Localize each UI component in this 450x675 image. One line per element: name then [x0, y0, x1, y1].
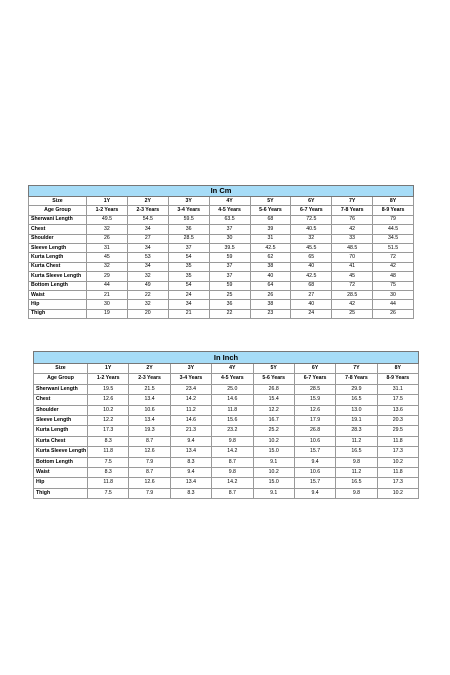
- measurement-row: [29, 262, 414, 271]
- measurement-value: 9.1: [253, 488, 294, 498]
- age-group-cell: 5-6 Years: [253, 374, 294, 384]
- measurement-value: 10.2: [88, 405, 129, 415]
- measurement-value: 34: [127, 225, 168, 234]
- age-group-label: Age Group: [29, 206, 87, 215]
- size-header-cell: 6Y: [291, 197, 332, 206]
- size-header-row: [29, 197, 414, 206]
- measurement-label: Sherwani Length: [34, 384, 88, 394]
- measurement-value: 14.2: [212, 447, 253, 457]
- measurement-value: 28.5: [294, 384, 335, 394]
- measurement-value: 13.4: [170, 447, 211, 457]
- measurement-value: 9.8: [336, 457, 377, 467]
- age-group-cell: 8-9 Years: [377, 374, 418, 384]
- age-group-row: [29, 206, 414, 215]
- measurement-value: 13.4: [129, 395, 170, 405]
- measurement-row: [29, 309, 414, 318]
- size-header-cell: 2Y: [129, 364, 170, 374]
- measurement-value: 65: [291, 253, 332, 262]
- measurement-row: [34, 478, 419, 488]
- measurement-value: 23.4: [170, 384, 211, 394]
- measurement-row: [34, 395, 419, 405]
- age-group-cell: 7-8 Years: [336, 374, 377, 384]
- measurement-value: 29.5: [377, 426, 418, 436]
- age-group-cell: 2-3 Years: [129, 374, 170, 384]
- measurement-value: 28.3: [336, 426, 377, 436]
- measurement-value: 34: [127, 262, 168, 271]
- measurement-value: 24: [168, 290, 209, 299]
- measurement-value: 9.8: [212, 436, 253, 446]
- measurement-row: [34, 447, 419, 457]
- measurement-value: 9.4: [170, 467, 211, 477]
- age-group-cell: 4-5 Years: [212, 374, 253, 384]
- measurement-row: [29, 290, 414, 299]
- size-header-label: Size: [34, 364, 88, 374]
- measurement-value: 21.3: [170, 426, 211, 436]
- measurement-value: 29.9: [336, 384, 377, 394]
- measurement-value: 62: [250, 253, 291, 262]
- measurement-value: 8.3: [88, 436, 129, 446]
- measurement-value: 8.3: [170, 457, 211, 467]
- measurement-value: 40: [250, 272, 291, 281]
- measurement-value: 30: [373, 290, 414, 299]
- measurement-value: 63.5: [209, 215, 250, 224]
- measurement-value: 17.3: [377, 447, 418, 457]
- measurement-value: 48: [373, 272, 414, 281]
- measurement-value: 64: [250, 281, 291, 290]
- measurement-value: 7.9: [129, 488, 170, 498]
- size-header-cell: 4Y: [212, 364, 253, 374]
- measurement-value: 39: [250, 225, 291, 234]
- measurement-value: 79: [373, 215, 414, 224]
- measurement-value: 51.5: [373, 243, 414, 252]
- measurement-value: 16.5: [336, 395, 377, 405]
- measurement-row: [29, 281, 414, 290]
- measurement-value: 28.5: [168, 234, 209, 243]
- size-header-cell: 4Y: [209, 197, 250, 206]
- measurement-value: 13.4: [170, 478, 211, 488]
- table-title: In Inch: [34, 352, 419, 364]
- size-header-cell: 3Y: [168, 197, 209, 206]
- size-header-cell: 5Y: [250, 197, 291, 206]
- age-group-label: Age Group: [34, 374, 88, 384]
- measurement-value: 8.3: [170, 488, 211, 498]
- size-chart-cm-table: [28, 185, 414, 319]
- measurement-value: 12.6: [294, 405, 335, 415]
- measurement-value: 42.5: [291, 272, 332, 281]
- measurement-value: 13.6: [377, 405, 418, 415]
- measurement-value: 7.9: [129, 457, 170, 467]
- measurement-value: 38: [250, 262, 291, 271]
- size-header-cell: 8Y: [377, 364, 418, 374]
- measurement-value: 8.3: [88, 467, 129, 477]
- measurement-value: 10.2: [377, 488, 418, 498]
- measurement-value: 9.8: [336, 488, 377, 498]
- table-title: In Cm: [29, 186, 414, 197]
- measurement-row: [34, 436, 419, 446]
- measurement-value: 24: [291, 309, 332, 318]
- age-group-cell: 6-7 Years: [294, 374, 335, 384]
- measurement-value: 25: [332, 309, 373, 318]
- measurement-row: [34, 405, 419, 415]
- size-header-cell: 7Y: [336, 364, 377, 374]
- measurement-value: 53: [127, 253, 168, 262]
- measurement-value: 40.5: [291, 225, 332, 234]
- measurement-value: 16.5: [336, 478, 377, 488]
- measurement-value: 7.5: [88, 488, 129, 498]
- age-group-cell: 6-7 Years: [291, 206, 332, 215]
- measurement-value: 19.3: [129, 426, 170, 436]
- measurement-value: 27: [291, 290, 332, 299]
- measurement-value: 17.9: [294, 415, 335, 425]
- measurement-row: [34, 384, 419, 394]
- age-group-row: [34, 374, 419, 384]
- measurement-label: Thigh: [34, 488, 88, 498]
- age-group-cell: 3-4 Years: [170, 374, 211, 384]
- measurement-label: Hip: [34, 478, 88, 488]
- measurement-value: 45: [332, 272, 373, 281]
- measurement-value: 10.6: [129, 405, 170, 415]
- measurement-value: 40: [291, 300, 332, 309]
- measurement-value: 49.5: [87, 215, 128, 224]
- measurement-value: 16.7: [253, 415, 294, 425]
- measurement-label: Kurta Sleeve Length: [34, 447, 88, 457]
- measurement-value: 59: [209, 281, 250, 290]
- size-header-cell: 6Y: [294, 364, 335, 374]
- measurement-value: 13.0: [336, 405, 377, 415]
- measurement-value: 17.5: [377, 395, 418, 405]
- measurement-label: Waist: [29, 290, 87, 299]
- measurement-row: [34, 488, 419, 498]
- measurement-value: 32: [127, 272, 168, 281]
- age-group-cell: 8-9 Years: [373, 206, 414, 215]
- measurement-value: 38: [250, 300, 291, 309]
- measurement-value: 29: [87, 272, 128, 281]
- measurement-value: 10.2: [253, 436, 294, 446]
- measurement-value: 31: [250, 234, 291, 243]
- measurement-value: 41: [332, 262, 373, 271]
- measurement-value: 8.7: [212, 457, 253, 467]
- measurement-value: 11.2: [336, 436, 377, 446]
- measurement-value: 8.7: [129, 436, 170, 446]
- measurement-value: 31: [87, 243, 128, 252]
- measurement-value: 16.5: [336, 447, 377, 457]
- table-title-row: [29, 186, 414, 197]
- measurement-value: 26.8: [294, 426, 335, 436]
- measurement-label: Sleeve Length: [29, 243, 87, 252]
- measurement-value: 32: [87, 225, 128, 234]
- measurement-value: 72: [332, 281, 373, 290]
- measurement-value: 11.2: [170, 405, 211, 415]
- measurement-row: [34, 415, 419, 425]
- age-group-cell: 3-4 Years: [168, 206, 209, 215]
- measurement-row: [29, 225, 414, 234]
- measurement-value: 39.5: [209, 243, 250, 252]
- measurement-row: [29, 234, 414, 243]
- measurement-label: Kurta Chest: [29, 262, 87, 271]
- size-header-cell: 5Y: [253, 364, 294, 374]
- measurement-value: 37: [168, 243, 209, 252]
- measurement-value: 11.8: [88, 447, 129, 457]
- measurement-value: 34.5: [373, 234, 414, 243]
- measurement-value: 37: [209, 272, 250, 281]
- measurement-value: 10.6: [294, 467, 335, 477]
- measurement-value: 15.7: [294, 447, 335, 457]
- measurement-label: Waist: [34, 467, 88, 477]
- measurement-value: 42: [332, 225, 373, 234]
- measurement-value: 23.2: [212, 426, 253, 436]
- measurement-value: 27: [127, 234, 168, 243]
- measurement-value: 20: [127, 309, 168, 318]
- age-group-cell: 2-3 Years: [127, 206, 168, 215]
- measurement-value: 42: [332, 300, 373, 309]
- measurement-value: 17.3: [88, 426, 129, 436]
- measurement-row: [34, 457, 419, 467]
- measurement-value: 26.8: [253, 384, 294, 394]
- measurement-label: Bottom Length: [29, 281, 87, 290]
- measurement-value: 49: [127, 281, 168, 290]
- measurement-value: 54: [168, 281, 209, 290]
- measurement-value: 21.5: [129, 384, 170, 394]
- age-group-cell: 7-8 Years: [332, 206, 373, 215]
- measurement-value: 12.2: [253, 405, 294, 415]
- measurement-value: 44.5: [373, 225, 414, 234]
- measurement-value: 36: [168, 225, 209, 234]
- measurement-value: 11.8: [377, 436, 418, 446]
- measurement-value: 45.5: [291, 243, 332, 252]
- measurement-value: 9.4: [294, 457, 335, 467]
- measurement-value: 21: [87, 290, 128, 299]
- measurement-value: 45: [87, 253, 128, 262]
- size-header-cell: 1Y: [88, 364, 129, 374]
- measurement-value: 26: [250, 290, 291, 299]
- measurement-value: 10.2: [253, 467, 294, 477]
- measurement-value: 72: [373, 253, 414, 262]
- measurement-value: 25.2: [253, 426, 294, 436]
- measurement-value: 12.6: [129, 478, 170, 488]
- measurement-value: 17.3: [377, 478, 418, 488]
- measurement-value: 8.7: [129, 467, 170, 477]
- measurement-value: 36: [209, 300, 250, 309]
- measurement-value: 11.8: [377, 467, 418, 477]
- measurement-value: 32: [87, 262, 128, 271]
- measurement-value: 42.5: [250, 243, 291, 252]
- measurement-label: Hip: [29, 300, 87, 309]
- measurement-value: 75: [373, 281, 414, 290]
- measurement-value: 34: [168, 300, 209, 309]
- size-header-label: Size: [29, 197, 87, 206]
- size-header-row: [34, 364, 419, 374]
- measurement-value: 37: [209, 225, 250, 234]
- measurement-value: 12.2: [88, 415, 129, 425]
- measurement-value: 20.3: [377, 415, 418, 425]
- size-header-cell: 2Y: [127, 197, 168, 206]
- size-chart-inch-table: [33, 351, 419, 499]
- measurement-value: 70: [332, 253, 373, 262]
- measurement-value: 9.4: [170, 436, 211, 446]
- measurement-label: Chest: [34, 395, 88, 405]
- measurement-label: Kurta Sleeve Length: [29, 272, 87, 281]
- measurement-value: 44: [87, 281, 128, 290]
- measurement-value: 26: [373, 309, 414, 318]
- measurement-value: 15.6: [212, 415, 253, 425]
- size-header-cell: 7Y: [332, 197, 373, 206]
- measurement-label: Kurta Chest: [34, 436, 88, 446]
- measurement-value: 13.4: [129, 415, 170, 425]
- measurement-label: Kurta Length: [34, 426, 88, 436]
- measurement-value: 19.1: [336, 415, 377, 425]
- measurement-row: [29, 300, 414, 309]
- measurement-value: 15.7: [294, 478, 335, 488]
- measurement-value: 76: [332, 215, 373, 224]
- measurement-value: 14.6: [170, 415, 211, 425]
- measurement-value: 9.8: [212, 467, 253, 477]
- measurement-row: [29, 272, 414, 281]
- age-group-cell: 1-2 Years: [87, 206, 128, 215]
- size-header-cell: 3Y: [170, 364, 211, 374]
- measurement-value: 15.0: [253, 447, 294, 457]
- size-header-cell: 1Y: [87, 197, 128, 206]
- measurement-value: 10.6: [294, 436, 335, 446]
- measurement-value: 12.6: [88, 395, 129, 405]
- measurement-value: 21: [168, 309, 209, 318]
- measurement-value: 54: [168, 253, 209, 262]
- measurement-value: 25.0: [212, 384, 253, 394]
- measurement-value: 40: [291, 262, 332, 271]
- measurement-label: Chest: [29, 225, 87, 234]
- measurement-value: 15.4: [253, 395, 294, 405]
- measurement-value: 72.5: [291, 215, 332, 224]
- measurement-row: [29, 215, 414, 224]
- measurement-value: 54.5: [127, 215, 168, 224]
- measurement-label: Shoulder: [29, 234, 87, 243]
- measurement-row: [29, 243, 414, 252]
- measurement-value: 8.7: [212, 488, 253, 498]
- measurement-row: [29, 253, 414, 262]
- measurement-value: 68: [250, 215, 291, 224]
- table-title-row: [34, 352, 419, 364]
- measurement-row: [34, 426, 419, 436]
- measurement-value: 28.5: [332, 290, 373, 299]
- measurement-value: 10.2: [377, 457, 418, 467]
- measurement-value: 44: [373, 300, 414, 309]
- measurement-value: 19: [87, 309, 128, 318]
- measurement-value: 37: [209, 262, 250, 271]
- measurement-label: Sherwani Length: [29, 215, 87, 224]
- measurement-value: 42: [373, 262, 414, 271]
- measurement-value: 11.2: [336, 467, 377, 477]
- measurement-value: 31.1: [377, 384, 418, 394]
- measurement-value: 7.5: [88, 457, 129, 467]
- measurement-value: 35: [168, 272, 209, 281]
- measurement-value: 48.5: [332, 243, 373, 252]
- measurement-value: 32: [291, 234, 332, 243]
- measurement-value: 34: [127, 243, 168, 252]
- measurement-value: 9.1: [253, 457, 294, 467]
- measurement-row: [34, 467, 419, 477]
- age-group-cell: 5-6 Years: [250, 206, 291, 215]
- measurement-value: 23: [250, 309, 291, 318]
- measurement-value: 14.2: [170, 395, 211, 405]
- measurement-value: 30: [209, 234, 250, 243]
- measurement-value: 11.8: [88, 478, 129, 488]
- measurement-label: Kurta Length: [29, 253, 87, 262]
- measurement-label: Sleeve Length: [34, 415, 88, 425]
- age-group-cell: 4-5 Years: [209, 206, 250, 215]
- age-group-cell: 1-2 Years: [88, 374, 129, 384]
- measurement-value: 9.4: [294, 488, 335, 498]
- measurement-value: 22: [209, 309, 250, 318]
- measurement-value: 14.2: [212, 478, 253, 488]
- measurement-value: 14.6: [212, 395, 253, 405]
- measurement-label: Bottom Length: [34, 457, 88, 467]
- measurement-value: 35: [168, 262, 209, 271]
- measurement-value: 32: [127, 300, 168, 309]
- measurement-value: 68: [291, 281, 332, 290]
- measurement-value: 59: [209, 253, 250, 262]
- measurement-value: 26: [87, 234, 128, 243]
- measurement-value: 59.5: [168, 215, 209, 224]
- measurement-value: 33: [332, 234, 373, 243]
- measurement-value: 25: [209, 290, 250, 299]
- measurement-value: 15.9: [294, 395, 335, 405]
- measurement-value: 11.8: [212, 405, 253, 415]
- size-header-cell: 8Y: [373, 197, 414, 206]
- measurement-value: 30: [87, 300, 128, 309]
- measurement-value: 22: [127, 290, 168, 299]
- measurement-label: Thigh: [29, 309, 87, 318]
- measurement-label: Shoulder: [34, 405, 88, 415]
- measurement-value: 12.6: [129, 447, 170, 457]
- measurement-value: 19.5: [88, 384, 129, 394]
- measurement-value: 15.0: [253, 478, 294, 488]
